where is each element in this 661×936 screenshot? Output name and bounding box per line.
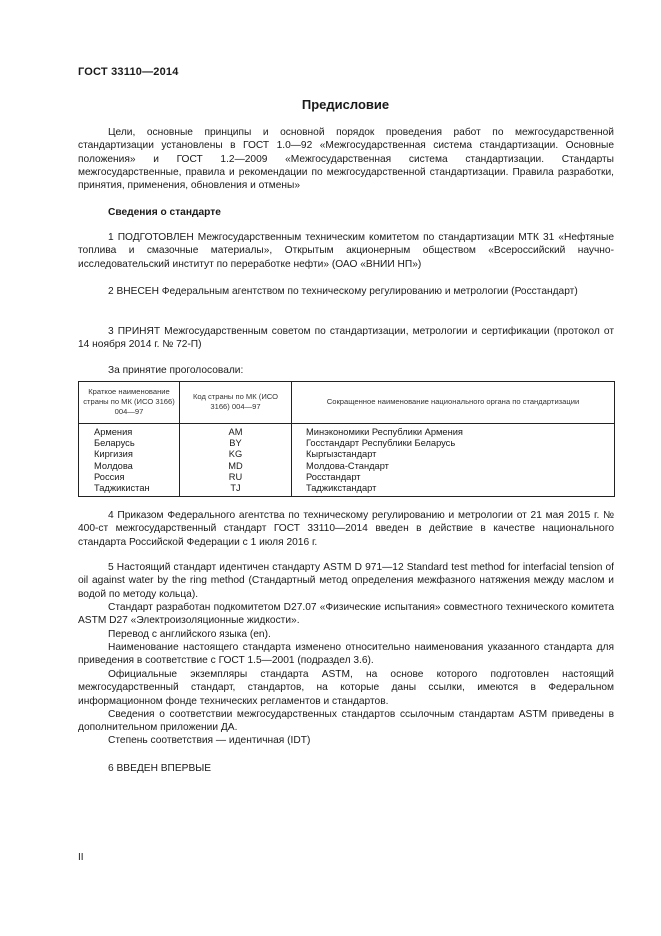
table-header-row: [79, 382, 615, 424]
page-title: Предисловие: [301, 97, 390, 112]
item-6-paragraph: 6 ВВЕДЕН ВПЕРВЫЕ: [108, 763, 212, 774]
item-4-paragraph: 4 Приказом Федерального агентства по техническому регулированию и метрологии от 21 мая 2015 г. № 400-ст межгосударственный стандарт ГОСТ 33110—2014 введен в действие в качестве национального стандарта Российской Федерации с 1 июля 2016 г.: [78, 510, 614, 548]
item-5-translation: Перевод с английского языка (en).: [108, 629, 271, 640]
intro-paragraph: Цели, основные принципы и основной порядок проведения работ по межгосударственной стандартизации установлены в ГОСТ 1.0—92 «Межгосударственная система стандартизации. Основные положения» и ГОСТ 1.2—2009 «Межгосударственная система стандартизации. Стандарты межгосударственные, правила и рекомендации по межгосударственной стандартизации. Правила разработки, принятия, применения, обновления и отмены»: [78, 127, 614, 192]
body-cell: Росстандарт: [292, 472, 615, 483]
section-heading: Сведения о стандарте: [108, 207, 221, 218]
code-cell: MD: [180, 461, 292, 472]
page-number: II: [78, 852, 84, 863]
item-1-paragraph: 1 ПОДГОТОВЛЕН Межгосударственным техническим комитетом по стандартизации МТК 31 «Нефтяные топлива и смазочные материалы», Открытым акционерным обществом «Всероссийский научно-исследовательский институт по переработке нефти» (ОАО «ВНИИ НП»): [78, 232, 614, 270]
item-5-committee: Стандарт разработан подкомитетом D27.07 «Физические испытания» совместного технического комитета ASTM D27 «Электроизоляционные жидкости».: [78, 602, 614, 627]
item-5-degree: Степень соответствия — идентичная (IDT): [108, 735, 311, 746]
body-cell: Госстандарт Республики Беларусь: [292, 438, 615, 449]
table-header-code: Код страны по МК (ИСО 3166) 004—97: [180, 382, 292, 424]
table-row: [79, 461, 615, 472]
table-header-body: Сокращенное наименование национального органа по стандартизации: [292, 382, 615, 424]
table-header-country: Краткое наименование страны по МК (ИСО 3166) 004—97: [79, 382, 180, 424]
item-5-name-change: Наименование настоящего стандарта изменено относительно наименования указанного стандарта для приведения в соответствие с ГОСТ 1.5—2001 (подраздел 3.6).: [78, 642, 614, 667]
document-code: ГОСТ 33110—2014: [78, 66, 179, 78]
body-cell: Минэкономики Республики Армения: [292, 424, 615, 439]
code-cell: AM: [180, 424, 292, 439]
country-cell: Беларусь: [79, 438, 180, 449]
item-2-paragraph: 2 ВНЕСЕН Федеральным агентством по техническому регулированию и метрологии (Росстандарт): [108, 286, 578, 297]
item-5-paragraph: 5 Настоящий стандарт идентичен стандарту ASTM D 971—12 Standard test method for interfacial tension of oil against water by the ring method (Стандартный метод определения межфазного натяжения между маслом и водой по методу кольца).: [78, 562, 614, 600]
item-5-official-copies: Официальные экземпляры стандарта ASTM, на основе которого подготовлен настоящий межгосударственный стандарт, стандартов, на которые даны ссылки, имеются в Федеральном информационном фонде технических регламентов и стандартов.: [78, 669, 614, 707]
country-cell: Таджикистан: [79, 483, 180, 497]
code-cell: KG: [180, 449, 292, 460]
body-cell: Молдова-Стандарт: [292, 461, 615, 472]
table-row: [79, 449, 615, 460]
code-cell: RU: [180, 472, 292, 483]
country-cell: Россия: [79, 472, 180, 483]
country-cell: Киргизия: [79, 449, 180, 460]
item-5-correspondence: Сведения о соответствии межгосударственных стандартов ссылочным стандартам ASTM приведены в дополнительном приложении ДА.: [78, 709, 614, 734]
item-3-paragraph: 3 ПРИНЯТ Межгосударственным советом по стандартизации, метрологии и сертификации (протокол от 14 ноября 2014 г. № 72-П): [78, 326, 614, 351]
vote-label: За принятие проголосовали:: [108, 365, 244, 376]
code-cell: TJ: [180, 483, 292, 497]
table-row: [79, 483, 615, 497]
table-row: [79, 438, 615, 449]
table-row: [79, 424, 615, 439]
body-cell: Таджикстандарт: [292, 483, 615, 497]
code-cell: BY: [180, 438, 292, 449]
voting-table: [78, 381, 615, 497]
body-cell: Кыргызстандарт: [292, 449, 615, 460]
country-cell: Армения: [79, 424, 180, 439]
table-row: [79, 472, 615, 483]
country-cell: Молдова: [79, 461, 180, 472]
